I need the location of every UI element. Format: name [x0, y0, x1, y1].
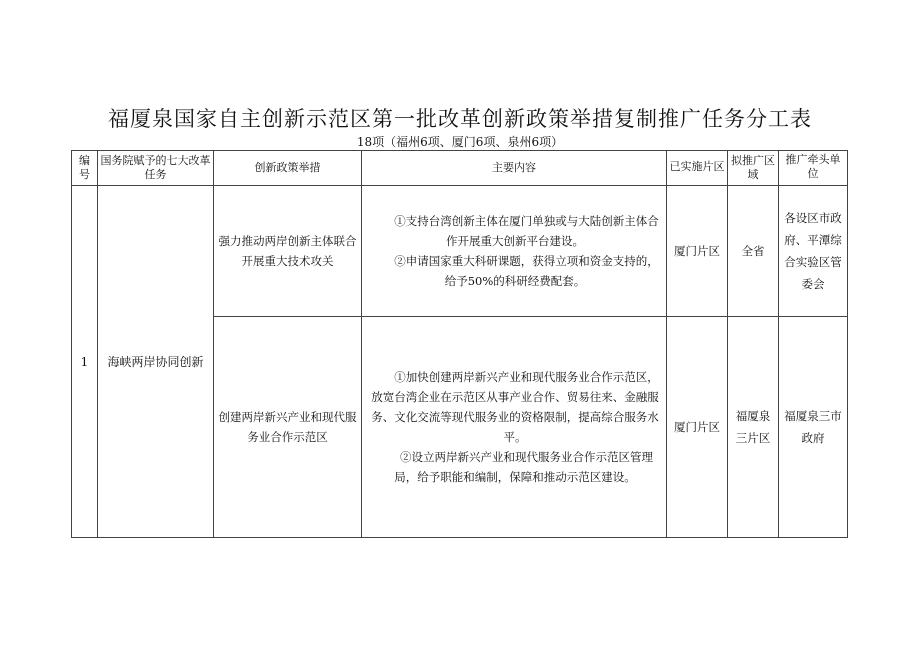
measure-cell: 强力推动两岸创新主体联合开展重大技术攻关	[214, 186, 362, 317]
content-paragraph: ②设立两岸新兴产业和现代服务业合作示范区管理局，给予职能和编制，保障和推动示范区建设。	[394, 450, 653, 484]
table-row	[72, 186, 848, 317]
header-region: 已实施片区	[667, 151, 728, 186]
scope-cell: 福厦泉三片区	[728, 317, 779, 538]
document-subtitle: 18项（福州6项、厦门6项、泉州6项）	[356, 135, 564, 149]
header-category: 国务院赋予的七大改革任务	[98, 151, 214, 186]
group-category: 海峡两岸协同创新	[98, 186, 214, 538]
table-header-row	[72, 151, 848, 186]
content-paragraph: ②申请国家重大科研课题，获得立项和资金支持的，给予50%的科研经费配套。	[394, 254, 659, 288]
content-cell	[362, 186, 667, 317]
header-num: 编号	[72, 151, 98, 186]
group-number: 1	[72, 186, 98, 538]
measure-cell: 创建两岸新兴产业和现代服务业合作示范区	[214, 317, 362, 538]
task-table	[71, 150, 848, 538]
content-paragraph: ①加快创建两岸新兴产业和现代服务业合作示范区，放宽台湾企业在示范区从事产业合作、贸易往来、金融服务、文化交流等现代服务业的资格限制，提高综合服务水平。	[371, 370, 659, 444]
content-cell	[362, 317, 667, 538]
header-scope: 拟推广区域	[728, 151, 779, 186]
scope-cell: 全省	[728, 186, 779, 317]
document-title: 福厦泉国家自主创新示范区第一批改革创新政策举措复制推广任务分工表	[108, 107, 812, 131]
header-measure: 创新政策举措	[214, 151, 362, 186]
header-content: 主要内容	[362, 151, 667, 186]
lead-cell: 福厦泉三市政府	[779, 317, 848, 538]
lead-cell: 各设区市政府、平潭综合实验区管委会	[779, 186, 848, 317]
region-cell: 厦门片区	[667, 186, 728, 317]
region-cell: 厦门片区	[667, 317, 728, 538]
header-lead: 推广牵头单位	[779, 151, 848, 186]
content-paragraph: ①支持台湾创新主体在厦门单独或与大陆创新主体合作开展重大创新平台建设。	[394, 214, 659, 248]
